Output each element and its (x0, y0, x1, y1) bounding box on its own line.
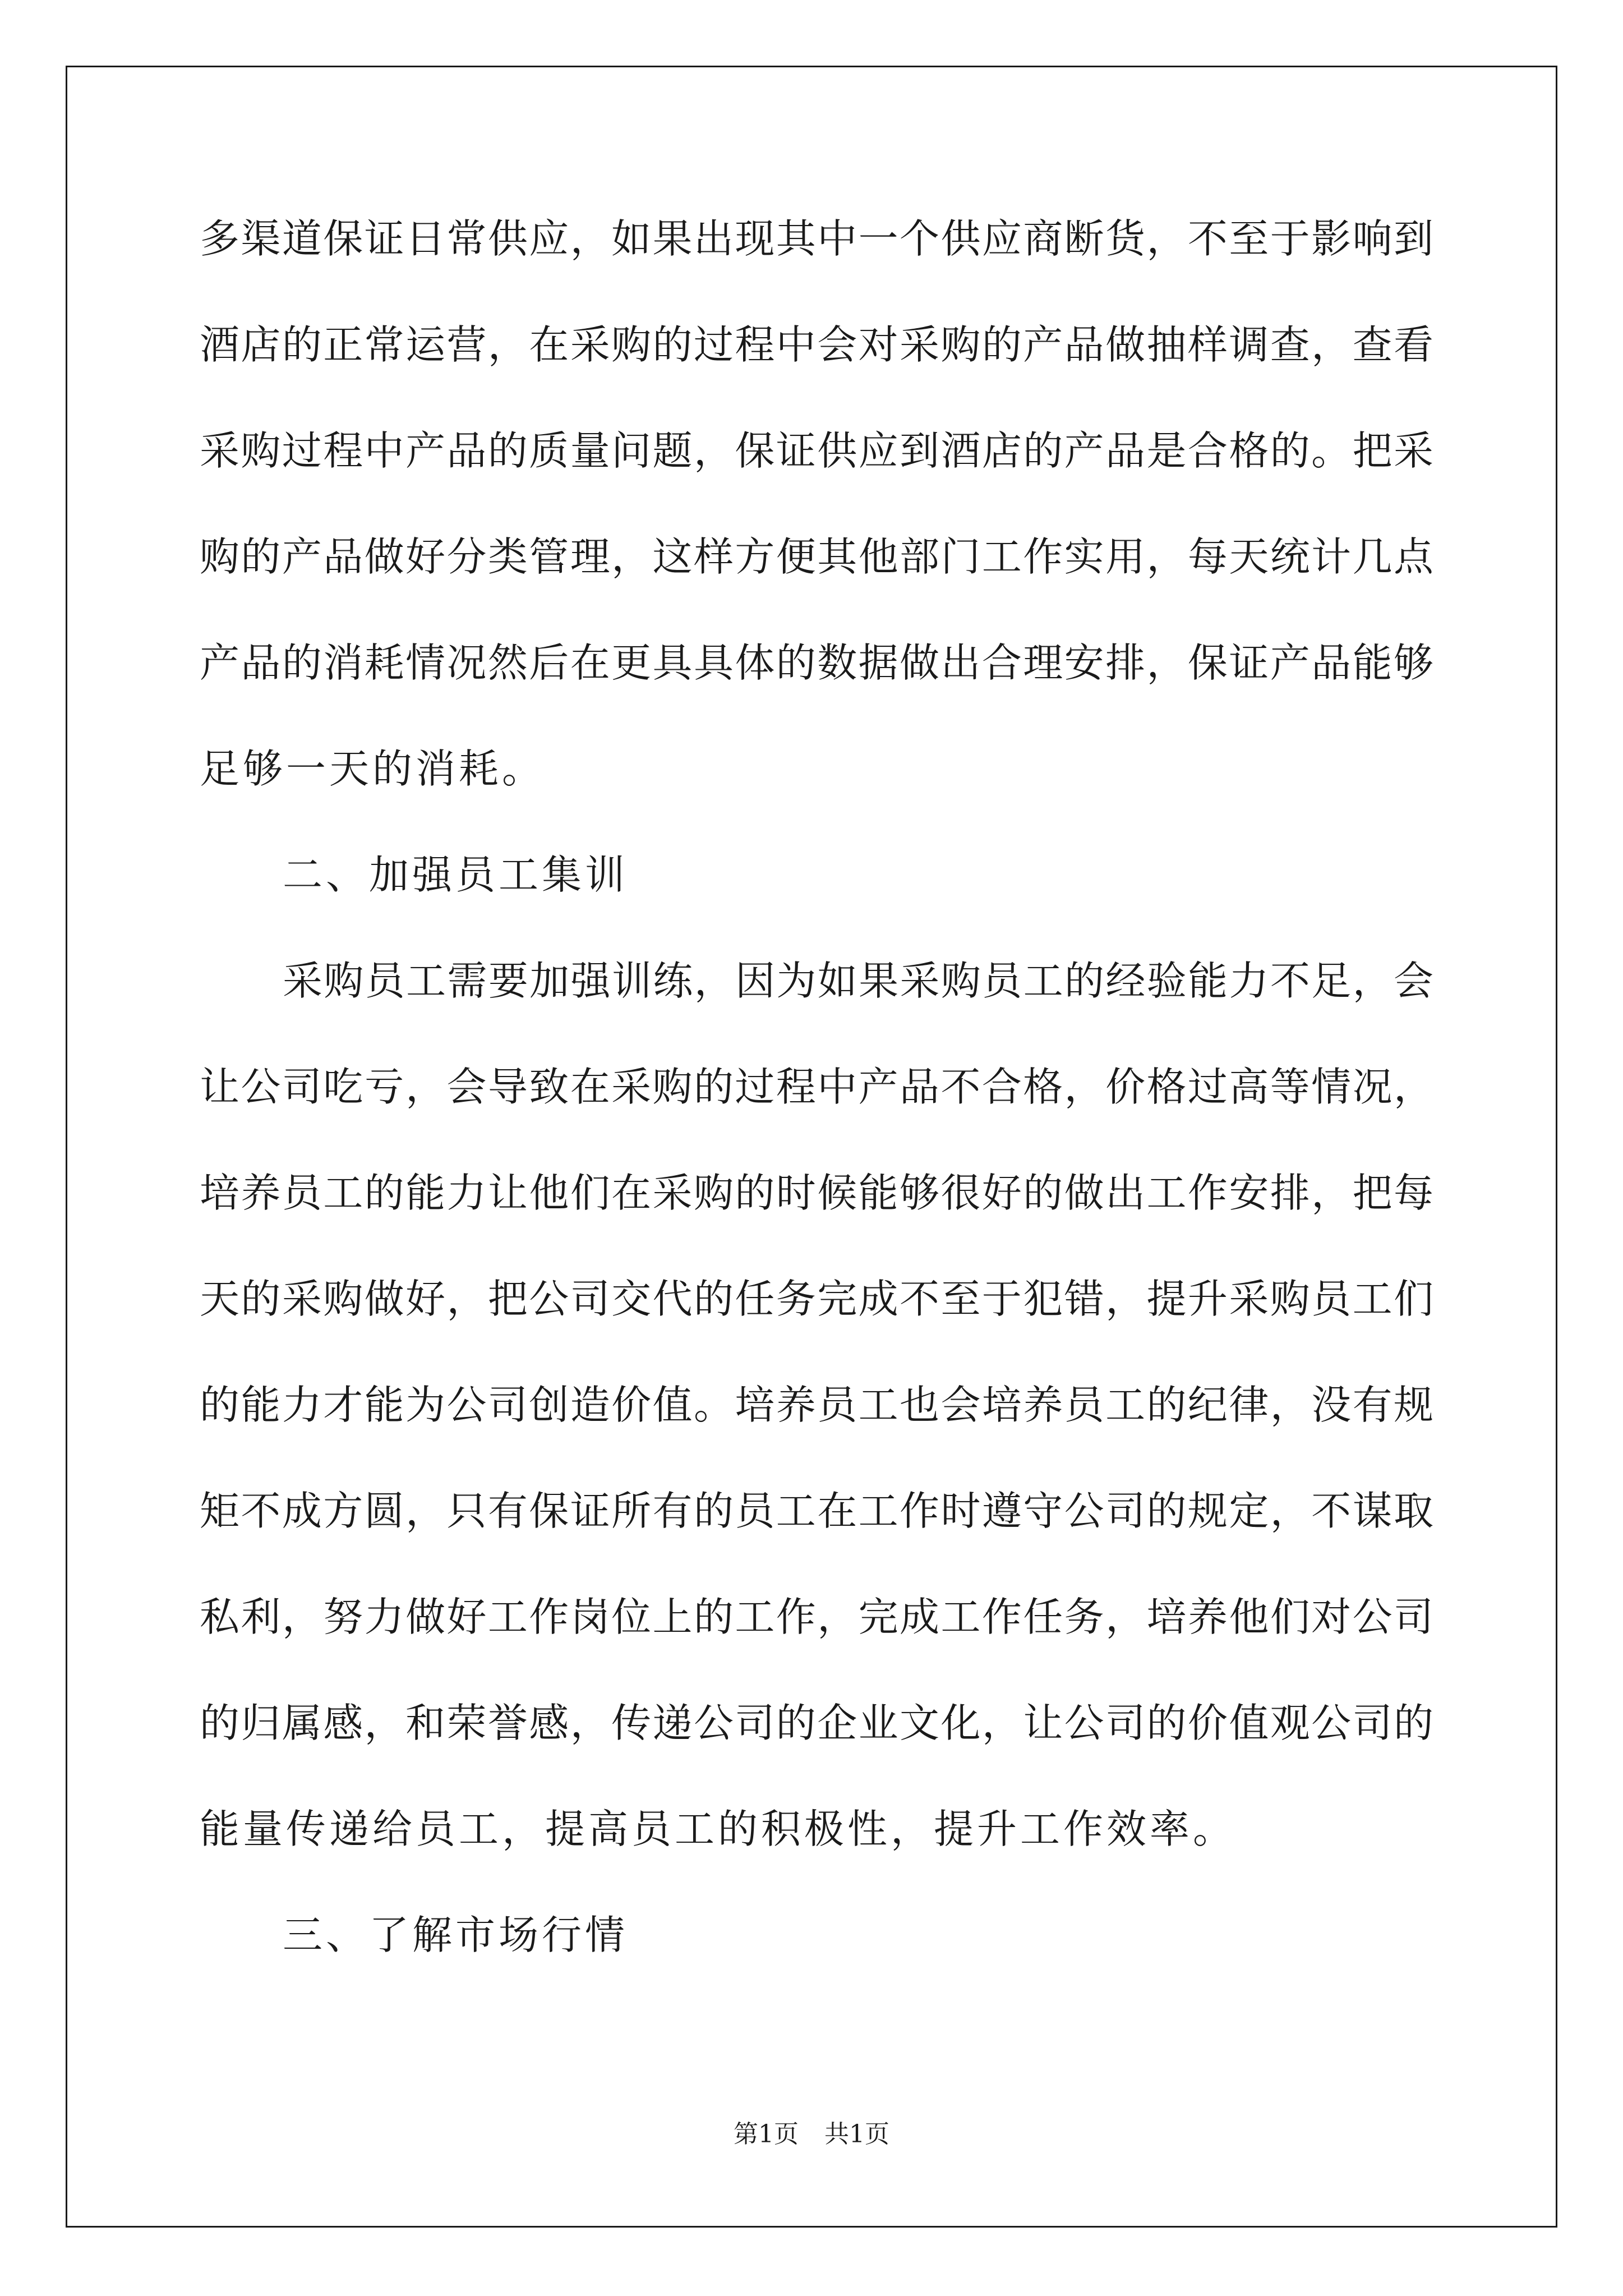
paragraph-line: 矩不成方圆，只有保证所有的员工在工作时遵守公司的规定，不谋取 (200, 1488, 1433, 1534)
page-border (66, 66, 1557, 2228)
paragraph-line: 能量传递给员工，提高员工的积极性，提升工作效率。 (200, 1806, 1237, 1852)
page-number: 第1页 (734, 2120, 799, 2148)
paragraph-line: 的能力才能为公司创造价值。培养员工也会培养员工的纪律，没有规 (200, 1382, 1433, 1428)
section-heading: 二、加强员工集训 (283, 852, 629, 898)
paragraph-line: 天的采购做好，把公司交代的任务完成不至于犯错，提升采购员工们 (200, 1276, 1433, 1322)
paragraph-line: 的归属感，和荣誉感，传递公司的企业文化，让公司的价值观公司的 (200, 1700, 1433, 1746)
paragraph-line: 酒店的正常运营，在采购的过程中会对采购的产品做抽样调查，查看 (200, 321, 1433, 368)
paragraph-line: 足够一天的消耗。 (200, 746, 546, 792)
paragraph-line: 让公司吃亏，会导致在采购的过程中产品不合格，价格过高等情况， (200, 1064, 1433, 1110)
paragraph-line: 培养员工的能力让他们在采购的时候能够很好的做出工作安排，把每 (200, 1170, 1433, 1216)
paragraph-line: 采购过程中产品的质量问题，保证供应到酒店的产品是合格的。把采 (200, 427, 1433, 474)
paragraph-line: 采购员工需要加强训练，因为如果采购员工的经验能力不足，会 (283, 958, 1433, 1004)
paragraph-line: 产品的消耗情况然后在更具具体的数据做出合理安排，保证产品能够 (200, 639, 1433, 686)
paragraph-line: 购的产品做好分类管理，这样方便其他部门工作实用，每天统计几点 (200, 533, 1433, 580)
section-heading: 三、了解市场行情 (283, 1912, 629, 1958)
page-total: 共1页 (824, 2120, 889, 2148)
paragraph-line: 私利，努力做好工作岗位上的工作，完成工作任务，培养他们对公司 (200, 1594, 1433, 1640)
page-footer (0, 2118, 1623, 2151)
paragraph-line: 多渠道保证日常供应，如果出现其中一个供应商断货，不至于影响到 (200, 215, 1433, 262)
